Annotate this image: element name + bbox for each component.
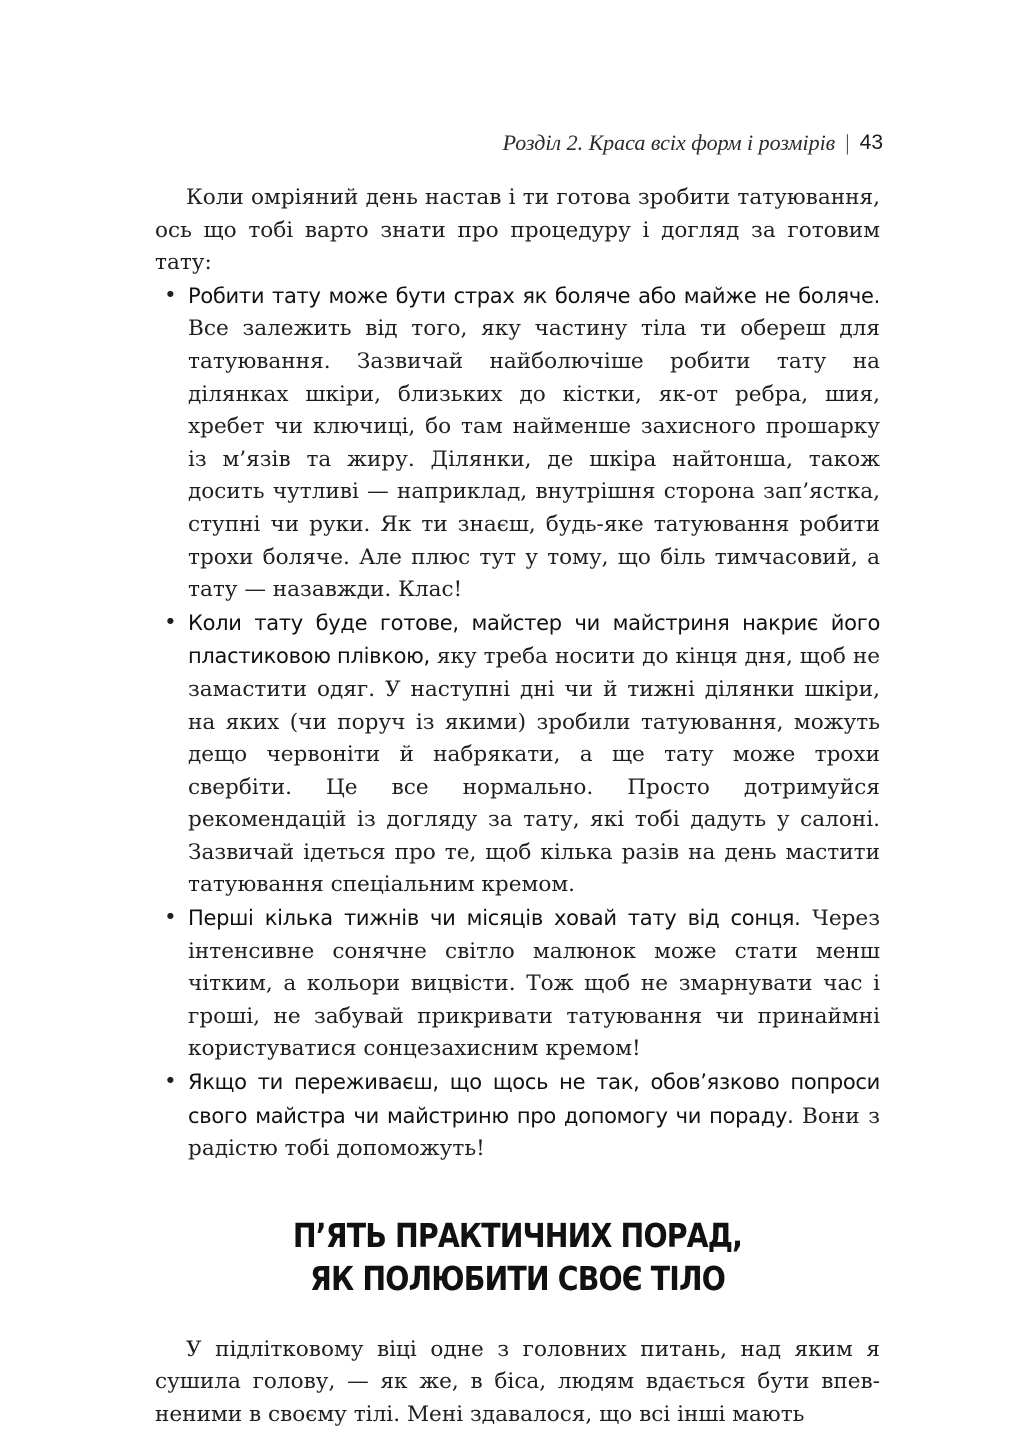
- section-heading-line-2: ЯК ПОЛЮБИТИ СВОЄ ТІЛО: [310, 1258, 725, 1298]
- list-item: [155, 902, 880, 1066]
- list-item-text: яку треба носити до кінця дня, щоб не замастити одяг. У наступні дні чи й тижні ділянки шкіри, на яких (чи поруч із якими) зробили татуювання, можуть дещо червоніти й набрякати, а ще тату може трохи свербіти. Це все нормально. Просто дотримуйся рекомендацій із догляду за тату, які тобі дадуть у салоні. Зазвичай ідеться про те, щоб кілька разів на день мастити татуювання спеціальним кремом.: [188, 644, 880, 898]
- bullet-icon: •: [164, 1069, 177, 1095]
- header-separator: |: [845, 130, 850, 155]
- tips-list: [155, 280, 880, 1166]
- running-title: Розділ 2. Краса всіх форм і розмірів: [502, 130, 836, 155]
- intro-paragraph: Коли омріяний день настав і ти готова зробити татуювання, ось що тобі варто знати про процедуру і догляд за готовим тату:: [155, 185, 880, 276]
- list-item-lead: Перші кілька тижнів чи місяців ховай тату від сонця.: [188, 906, 801, 931]
- bullet-icon: •: [164, 609, 177, 635]
- list-item-text: Вони з радістю тобі допоможуть!: [188, 1103, 881, 1162]
- list-item-lead: Коли тату буде готове, майстер чи майстриня накриє його пластиковою плівкою,: [188, 610, 880, 669]
- list-item-lead: Якщо ти переживаєш, що щось не так, обов’язково попроси свого майстра чи майстриню про допомогу чи пораду.: [188, 1070, 880, 1128]
- bullet-icon: •: [164, 905, 177, 931]
- list-item: [155, 1066, 880, 1166]
- list-item: [155, 607, 880, 902]
- list-item-text: Все залежить від того, яку частину тіла ти обереш для татуювання. Зазвичай найболючіше робити тату на ділянках шкіри, близьких до кістки, як-от ребра, шия, хребет чи ключиці, бо там найменше захисного прошарку із м’язів та жиру. Ділянки, де шкіра найтонша, також досить чутливі — наприклад, внутрішня сторона зап’ястка, ступні чи руки. Як ти знаєш, будь-яке татуювання робити трохи боляче. Але плюс тут у тому, що біль тимчасовий, а тату — назавжди. Клас!: [188, 316, 880, 603]
- list-item-text: Через інтенсивне сонячне світло малюнок може стати менш чітким, а кольори вицвісти. Тож щоб не змарнувати час і гроші, не забувай прикривати татуювання чи принаймні користуватися сонцезахисним кремом!: [188, 906, 880, 1062]
- bullet-icon: •: [164, 282, 177, 308]
- section-paragraph: У підлітковому віці одне з головних питань, над яким я сушила голову, — як же, в біса, людям вдається бути впевненими в своєму тілі. Мені здавалося, що всі інші мають: [155, 1336, 880, 1427]
- list-item-lead: Робити тату може бути страх як боляче або майже не боляче.: [188, 283, 880, 308]
- running-header: [503, 130, 883, 156]
- page-number: 43: [859, 131, 883, 154]
- section-heading: [206, 1214, 830, 1300]
- section-heading-line-1: П’ЯТЬ ПРАКТИЧНИХ ПОРАД,: [292, 1215, 743, 1255]
- list-item: [155, 280, 880, 607]
- page-body: [155, 182, 880, 1432]
